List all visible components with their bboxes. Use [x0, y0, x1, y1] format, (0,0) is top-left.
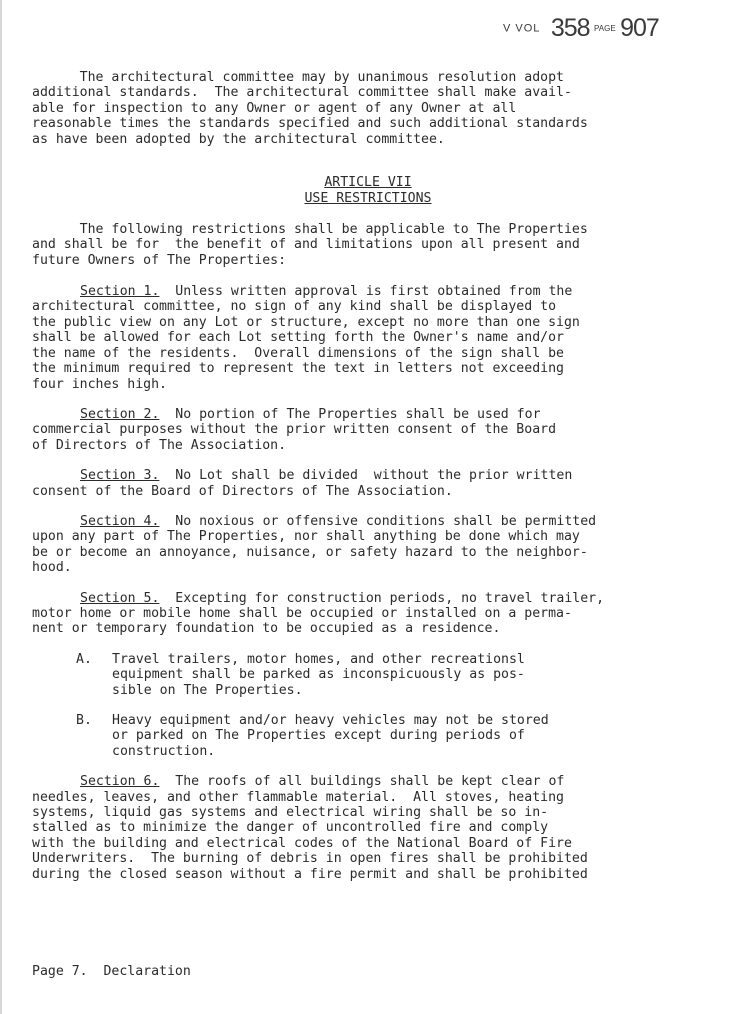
- intro-line: The architectural committee may by unanimous resolution adopt: [32, 70, 564, 85]
- section-first-line: Excepting for construction periods, no travel trailer,: [159, 590, 605, 606]
- intro-line: additional standards. The architectural committee shall make avail-: [32, 85, 572, 101]
- section-6: [32, 774, 694, 882]
- section-label: Section 5.: [80, 590, 160, 606]
- page-footer: Page 7. Declaration: [32, 964, 191, 979]
- section-line: hood.: [32, 560, 72, 576]
- sub-item-letter: B.: [76, 713, 92, 728]
- section-line: with the building and electrical codes of the National Board of Fire: [32, 835, 572, 851]
- section-label: Section 3.: [80, 468, 160, 484]
- preamble-line: and shall be for the benefit of and limitations upon all present and: [32, 237, 580, 253]
- section-label: Section 2.: [80, 406, 160, 422]
- sub-item-b: [76, 713, 694, 759]
- article-title: USE RESTRICTIONS: [304, 191, 432, 207]
- section-line: commercial purposes without the prior written consent of the Board: [32, 422, 557, 438]
- preamble-paragraph: [32, 222, 694, 268]
- section-1: [32, 284, 694, 392]
- section-line: architectural committee, no sign of any kind shall be displayed to: [32, 299, 557, 315]
- section-3: [32, 468, 694, 499]
- section-line: be or become an annoyance, nuisance, or safety hazard to the neighbor-: [32, 544, 588, 560]
- section-first-line: No Lot shall be divided without the prior written: [159, 468, 573, 484]
- intro-line: as have been adopted by the architectural committee.: [32, 131, 445, 147]
- section-2: [32, 407, 694, 453]
- section-line: shall be allowed for each Lot setting forth the Owner's name and/or: [32, 330, 564, 346]
- sub-item-line: Travel trailers, motor homes, and other recreationsl: [112, 651, 525, 667]
- section-5: [32, 591, 694, 637]
- sub-item-line: or parked on The Properties except during periods of: [112, 728, 525, 744]
- document-body: [32, 70, 694, 882]
- section-line: four inches high.: [32, 376, 167, 392]
- stamp-vol-label: V VOL: [503, 22, 541, 35]
- preamble-line: The following restrictions shall be applicable to The Properties: [32, 221, 588, 237]
- stamp-page-number: 907: [620, 14, 659, 42]
- section-line: during the closed season without a fire permit and shall be prohibited: [32, 866, 588, 882]
- section-line: upon any part of The Properties, nor shall anything be done which may: [32, 529, 580, 545]
- section-line: consent of the Board of Directors of The Association.: [32, 483, 453, 499]
- sub-item-line: construction.: [112, 743, 216, 759]
- intro-line: able for inspection to any Owner or agent of any Owner at all: [32, 100, 517, 116]
- section-line: motor home or mobile home shall be occupied or installed on a perma-: [32, 605, 572, 621]
- intro-paragraph: [32, 70, 694, 147]
- section-line: the name of the residents. Overall dimensions of the sign shall be: [32, 345, 564, 361]
- section-4: [32, 514, 694, 576]
- preamble-line: future Owners of The Properties:: [32, 252, 287, 268]
- section-first-line: No noxious or offensive conditions shall be permitted: [159, 513, 597, 529]
- section-label: Section 4.: [80, 513, 160, 529]
- article-heading: [32, 175, 694, 207]
- section-line: systems, liquid gas systems and electrical wiring shall be so in-: [32, 805, 549, 821]
- stamp-volume-number: 358: [550, 14, 590, 42]
- sub-item-a: [76, 652, 694, 698]
- sub-item-line: sible on The Properties.: [112, 682, 303, 698]
- article-number: ARTICLE VII: [324, 175, 412, 191]
- section-line: needles, leaves, and other flammable material. All stoves, heating: [32, 789, 564, 805]
- sub-item-line: Heavy equipment and/or heavy vehicles may not be stored: [112, 713, 549, 728]
- sub-item-line: equipment shall be parked as inconspicuously as pos-: [112, 667, 525, 683]
- page-edge: [0, 0, 2, 1014]
- stamp-page-label: PAGE: [594, 24, 616, 33]
- section-first-line: The roofs of all buildings shall be kept clear of: [159, 774, 565, 790]
- section-line: of Directors of The Association.: [32, 437, 287, 453]
- section-line: nent or temporary foundation to be occupied as a residence.: [32, 621, 501, 637]
- section-label: Section 1.: [80, 284, 160, 300]
- section-line: Underwriters. The burning of debris in open fires shall be prohibited: [32, 851, 588, 867]
- section-label: Section 6.: [80, 774, 160, 790]
- section-line: stalled as to minimize the danger of uncontrolled fire and comply: [32, 820, 549, 836]
- recording-stamp: [503, 14, 659, 43]
- section-line: the minimum required to represent the text in letters not exceeding: [32, 361, 564, 377]
- section-first-line: Unless written approval is first obtained from the: [159, 284, 573, 300]
- section-first-line: No portion of The Properties shall be used for: [159, 406, 541, 422]
- intro-line: reasonable times the standards specified and such additional standards: [32, 116, 588, 132]
- sub-item-letter: A.: [76, 651, 92, 667]
- section-line: the public view on any Lot or structure, except no more than one sign: [32, 314, 580, 330]
